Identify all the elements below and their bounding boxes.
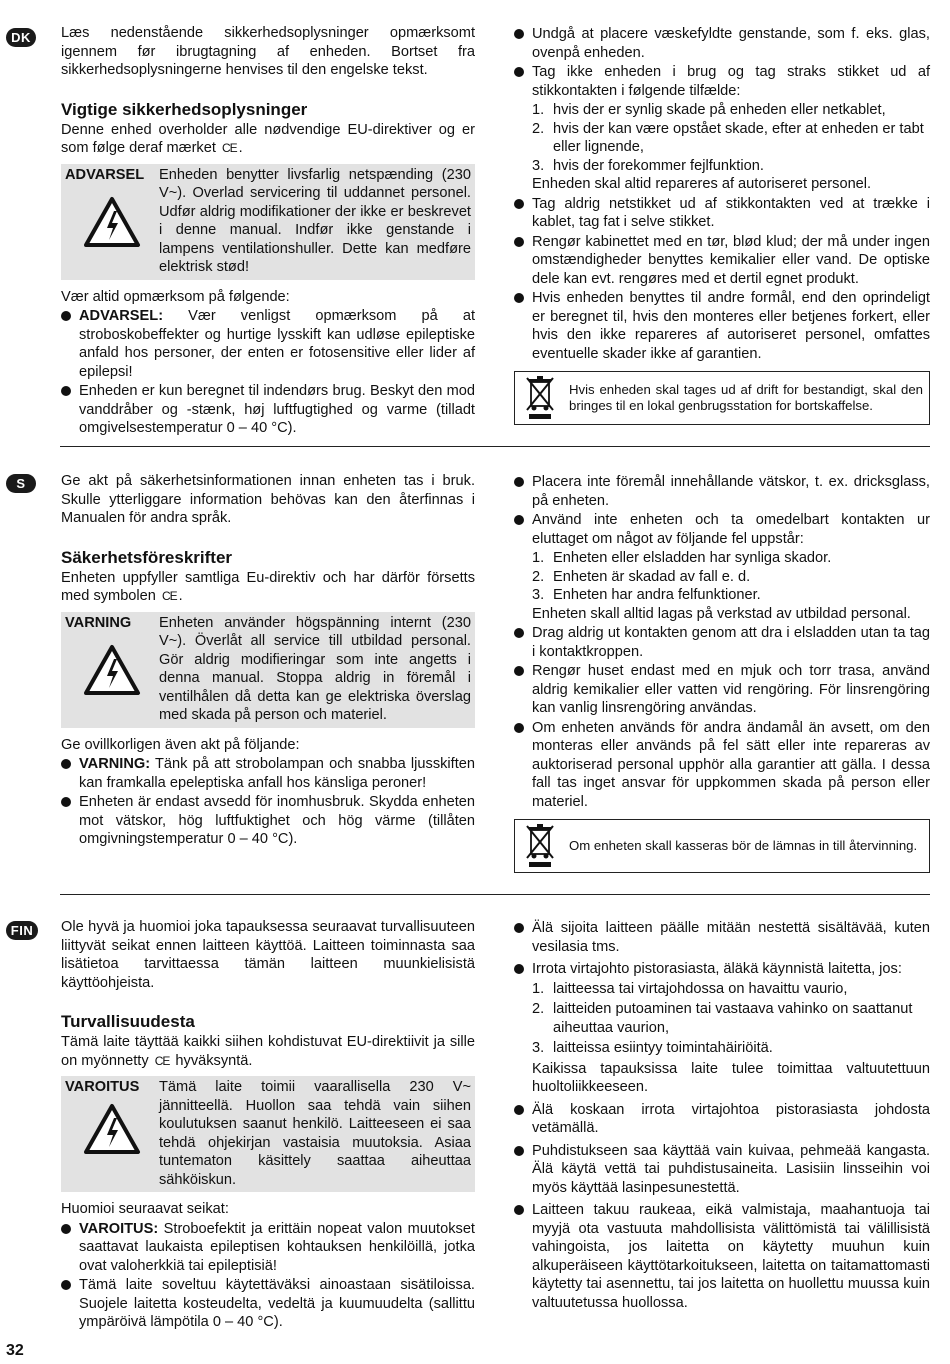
numbered-item: 3. hvis der forekommer fejlfunktion. — [532, 157, 764, 174]
repair-note: Enheden skal altid repareres af autoriseret personel. — [532, 176, 872, 192]
list-item: Om enheten används för andra ändamål än avsett, om den monteras eller används på fel sätt eller inte repareras av auktoriserad personal upphör alla garantier att gälla. I dessa fall tas inget ansvar för uppkommen skada på person eller materiel. — [514, 719, 930, 812]
bullet-icon — [61, 311, 71, 321]
numbered-item: 2. hvis der kan være opstået skade, efter at enheden er tabt eller lignende, — [532, 120, 924, 155]
list-item: Tag aldrig netstikket ud af stikkontakten ved at trække i kablet, tag fat i selve stikket. — [514, 195, 930, 232]
warning-label: VARNING — [65, 614, 132, 631]
list-item: Älä koskaan irrota virtajohtoa pistorasiasta johdosta vetämällä. — [514, 1101, 930, 1138]
bullet-icon — [514, 666, 524, 676]
list-item: Enheden er kun beregnet til indendørs brug. Beskyt den mod vanddråber og -stænk, høj luftfugtighed og varme (tilladt omgivelsestemperatur 0 – 40 °C). — [61, 382, 475, 438]
left-bullet-list — [61, 755, 475, 849]
numbered-list — [514, 549, 930, 605]
bullet-icon — [514, 1146, 524, 1156]
intro-text: Læs nedenstående sikkerhedsoplysninger opmærksomt igennem før ibrugtagning af enheden. Bortset fra sikkerhedsoplysningerne henvises til den engelske tekst. — [61, 25, 475, 78]
bullet-icon — [514, 723, 524, 733]
warning-text: Enheten använder högspänning internt (230 V~). Överlåt all service till utbildad personal. Gör aldrig modifieringar som inte angetts i denna manual. Stoppa aldrig in föremål i ventilhålen då detta kan ge elektriska överslag med skada på person och materiel. — [159, 614, 471, 723]
list-item: Enheten är endast avsedd för inomhusbruk. Skydda enheten mot vätskor, hög luftfuktighet och hög värme (tillåten omgivningstemperatur 0 – 40 °C). — [61, 793, 475, 849]
right-bullet-list — [514, 25, 930, 100]
section-heading: Vigtige sikkerhedsoplysninger — [61, 99, 308, 119]
left-column — [61, 918, 475, 1333]
bullet-icon — [514, 515, 524, 525]
right-bullet-list — [514, 624, 930, 811]
bullet-icon — [514, 67, 524, 77]
right-bullet-list — [514, 195, 930, 364]
list-item: Tämä laite soveltuu käytettäväksi ainoastaan sisätiloissa. Suojele laitetta kosteudelta, vedeltä ja kuumuudelta (sallittu ympäröivä lämpötila 0 – 40 °C). — [61, 1276, 475, 1332]
intro-text: Ge akt på säkerhetsinformationen innan enheten tas i bruk. Skulle ytterliggare information behövas kan den återfinnas i Manualen för andra språk. — [61, 473, 475, 526]
repair-note: Enheten skall alltid lagas på verkstad av utbildad personal. — [532, 605, 911, 622]
list-item: VARNING: Tänk på att strobolampan och snabba ljusskiften kan framkalla epeleptiska anfall hos känsliga peroner! — [61, 755, 475, 792]
compliance-text: Denne enhed overholder alle nødvendige EU-direktiver og er som følge deraf mærket CE . — [61, 121, 475, 156]
attention-text: Ge ovillkorligen även akt på följande: — [61, 736, 300, 753]
numbered-item: 3. Enheten har andra felfunktioner. — [532, 587, 761, 603]
high-voltage-icon — [83, 196, 141, 248]
list-item: VAROITUS: Stroboefektit ja erittäin nopeat valon muutokset saattavat laukaista epileptisen kohtauksen henkilöillä, jotka ovat valoherkkiä tai epileptisiä! — [61, 1220, 475, 1276]
language-badge: FIN — [6, 921, 38, 940]
disposal-text: Om enheten skall kasseras bör de lämnas in till återvinning. — [569, 837, 918, 853]
list-item: Älä sijoita laitteen päälle mitään nestettä sisältävää, kuten vesilasia tms. — [514, 919, 930, 956]
crossed-bin-icon — [523, 823, 557, 869]
language-badge: DK — [6, 28, 36, 47]
list-item: ADVARSEL: Vær venligst opmærksom på at stroboskobeffekter og hurtige lysskift kan udløse epileptiske anfald hos personer, der enten er fotosensitive eller lider af epilepsi! — [61, 307, 475, 381]
disposal-box — [514, 371, 930, 425]
disposal-text: Hvis enheden skal tages ud af drift for bestandigt, skal den bringes til en lokal genbrugsstation for bortskaffelse. — [569, 381, 923, 413]
left-column — [61, 24, 475, 439]
disposal-box — [514, 819, 930, 873]
high-voltage-icon — [83, 644, 141, 696]
list-item: Undgå at placere væskefyldte genstande, som f. eks. glas, ovenpå enheden. — [514, 25, 930, 62]
bullet-icon — [514, 293, 524, 303]
attention-text: Huomioi seuraavat seikat: — [61, 1201, 229, 1217]
list-item: Drag aldrig ut kontakten genom att dra i elsladden utan ta tag i kontaktkroppen. — [514, 624, 930, 661]
compliance-text: Tämä laite täyttää kaikki siihen kohdistuvat EU-direktiivit ja sille on myönnetty CE hyväksyntä. — [61, 1034, 475, 1069]
list-item: Laitteen takuu raukeaa, eikä valmistaja, maahantuoja tai myyjä ota vastuuta mahdollisista välittömistä tai välillisistä vahingoista, jos laitetta on käytetty muuhun kuin alkuperäiseen käyttötarkoitukseen, laitetta on taitamattomasti käytetty tai asennettu, tai jos laitetta on huollettu muussa kuin valtuutetussa huollossa. — [514, 1201, 930, 1312]
list-item: Rengør huset endast med en mjuk och torr trasa, använd aldrig kemikalier eller vatten vid rengöring. För linsrengöring kan vanlig linsrengöring användas. — [514, 662, 930, 718]
bullet-icon — [514, 1105, 524, 1115]
warning-box — [61, 1076, 475, 1192]
warning-box — [61, 612, 475, 728]
repair-note: Kaikissa tapauksissa laite tulee toimittaa valtuutettuun huoltoliikkeeseen. — [532, 1060, 930, 1095]
warning-text: Enheden benytter livsfarlig netspænding (230 V~). Overlad servicering til uddannet personel. Udfør aldrig modifikationer der ikke er beskrevet i denne manual. Indfør ikke genstande i lampens ventilationshuller. Dette kan medføre elektrisk stød! — [159, 166, 471, 275]
section-divider — [60, 446, 930, 447]
section-heading: Säkerhetsföreskrifter — [61, 547, 233, 567]
left-bullet-list — [61, 1220, 475, 1332]
left-bullet-list — [61, 307, 475, 438]
bullet-icon — [514, 199, 524, 209]
bullet-icon — [61, 1280, 71, 1290]
high-voltage-icon — [83, 1103, 141, 1155]
bullet-icon — [514, 628, 524, 638]
list-item: Placera inte föremål innehållande vätskor, t. ex. dricksglass, på enheten. — [514, 473, 930, 510]
warning-label: ADVARSEL — [65, 166, 145, 183]
list-item: Puhdistukseen saa käyttää vain kuivaa, pehmeää kangasta. Älä käytä vettä tai puhdistusaineita. Lasisiin linsseihin voi myös käyttää lasinpesunestettä. — [514, 1142, 930, 1198]
warning-box — [61, 164, 475, 280]
ce-mark-icon: CE — [221, 141, 237, 155]
left-column — [61, 472, 475, 850]
bullet-icon — [61, 759, 71, 769]
right-bullet-list — [514, 919, 930, 979]
numbered-item: 2. Enheten är skadad av fall e. d. — [532, 568, 751, 585]
ce-mark-icon: CE — [154, 1053, 170, 1068]
bullet-icon — [61, 797, 71, 807]
crossed-bin-icon — [523, 375, 557, 421]
intro-text: Ole hyvä ja huomioi joka tapauksessa seuraavat turvallisuuteen liittyvät seikat ennen laitteen käyttöä. Laitteen toiminnasta saa lisätietoa tarvittaessa tämän laitteen muunkielisistä käyttöohjeista. — [61, 919, 475, 991]
bullet-icon — [514, 29, 524, 39]
warning-text: Tämä laite toimii vaarallisella 230 V~ jännitteellä. Huollon saa tehdä vain siihen koulutuksen saanut henkilö. Laitteeseen ei saa tehdä ohjekirjan vastaisia muutoksia. Asiaa tuntematon käsittely saattaa aiheuttaa sähköiskun. — [159, 1079, 471, 1188]
bullet-icon — [61, 1224, 71, 1234]
right-column — [514, 472, 930, 873]
list-item: Hvis enheden benyttes til andre formål, end den oprindeligt er beregnet til, hvis den monteres eller betjenes forkert, eller hvis den ikke repareres af autoriseret personel, omfattes eventuelle skader ikke af garantien. — [514, 289, 930, 363]
list-item: Rengør kabinettet med en tør, blød klud; der må under ingen omstændigheder benyttes kemikalier eller vand. De optiske dele kan evt. rengøres med et dertil egnet produkt. — [514, 233, 930, 289]
page-number: 32 — [6, 1342, 24, 1359]
list-item: Använd inte enheten och ta omedelbart kontakten ur eluttaget om något av följande fel uppstår: — [514, 511, 930, 548]
right-column — [514, 918, 930, 1313]
warning-label: VAROITUS — [65, 1079, 140, 1095]
bullet-icon — [514, 477, 524, 487]
bullet-icon — [61, 386, 71, 396]
bullet-icon — [514, 237, 524, 247]
numbered-item: 1. hvis der er synlig skade på enheden eller netkablet, — [532, 102, 886, 118]
section-heading: Turvallisuudesta — [61, 1012, 195, 1031]
bullet-icon — [514, 923, 524, 933]
numbered-list — [514, 980, 930, 1058]
bullet-icon — [514, 1205, 524, 1215]
right-column — [514, 24, 930, 425]
language-badge: S — [6, 474, 36, 493]
numbered-item: 3. laitteissa esiintyy toimintahäiriöitä. — [532, 1040, 773, 1056]
list-item: Tag ikke enheden i brug og tag straks stikket ud af stikkontakten i følgende tilfælde: — [514, 63, 930, 100]
section-divider — [60, 894, 930, 895]
numbered-item: 1. Enheten eller elsladden har synliga skador. — [532, 550, 832, 566]
numbered-list — [514, 101, 930, 175]
numbered-item: 2. laitteiden putoaminen tai vastaava vahinko on saattanut aiheuttaa vaurion, — [532, 1001, 913, 1036]
ce-mark-icon: CE — [161, 589, 177, 603]
compliance-text: Enheten uppfyller samtliga Eu-direktiv och har därför försetts med symbolen CE . — [61, 569, 475, 604]
list-item: Irrota virtajohto pistorasiasta, äläkä käynnistä laitetta, jos: — [514, 960, 930, 979]
right-bullet-list — [514, 1101, 930, 1313]
attention-text: Vær altid opmærksom på følgende: — [61, 288, 290, 305]
numbered-item: 1. laitteessa tai virtajohdossa on havaittu vaurio, — [532, 980, 848, 997]
bullet-icon — [514, 964, 524, 974]
right-bullet-list — [514, 473, 930, 548]
